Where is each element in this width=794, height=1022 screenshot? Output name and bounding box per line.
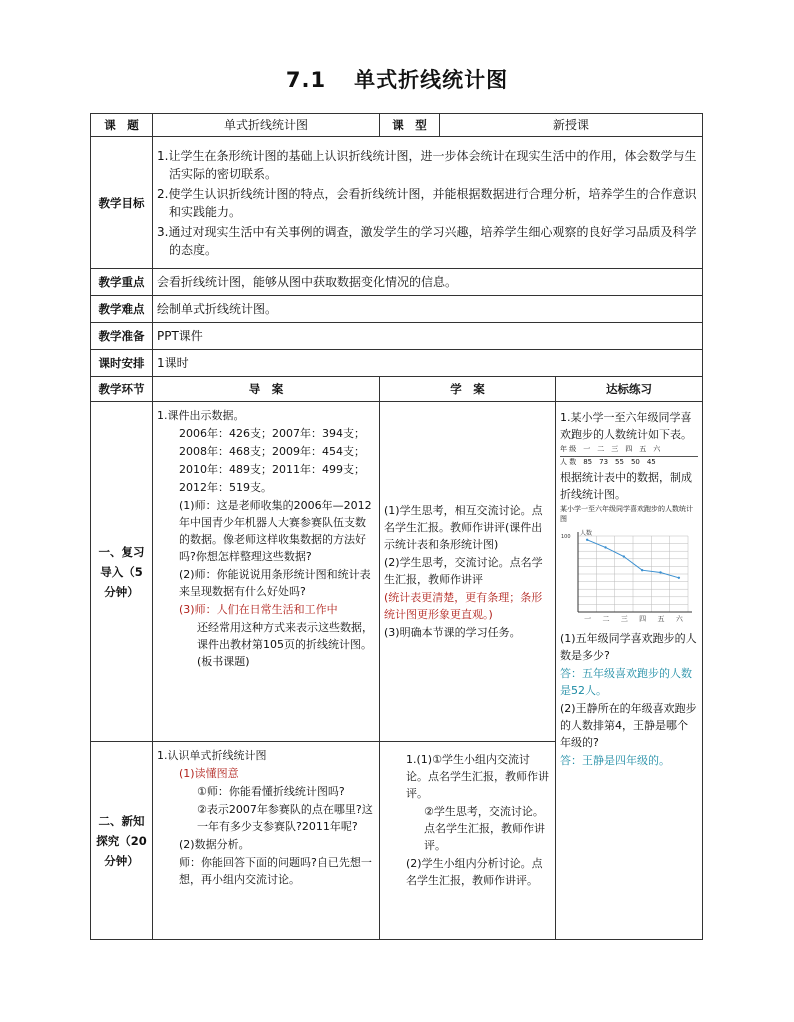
s1-study-3: (3)明确本节课的学习任务。 (384, 626, 521, 639)
label-prep: 教学准备 (91, 323, 153, 350)
y-tick-label: 100 (561, 534, 571, 540)
data-point (641, 569, 643, 571)
practice-sub2: (2)王静所在的年级喜欢跑步的人数排第4，王静是哪个年级的? (560, 702, 697, 749)
stage2-label: 二、新知探究（20分钟） (91, 742, 153, 940)
col-practice: 达标练习 (556, 377, 703, 402)
goal-2: 2.使学生认识折线统计图的特点，会看折线统计图，并能根据数据进行合理分析，培养学生的合作意识和实践能力。 (157, 186, 697, 219)
goals-list (153, 137, 703, 269)
s1-guide-8: 还经常用这种方式来表示这些数据，课件出教材第105页的折线统计图。(板书课题) (197, 621, 373, 668)
practice-table-head: 年 级 一 二 三 四 五 六 (560, 445, 661, 453)
data-point (678, 577, 680, 579)
data-point (623, 555, 625, 557)
s1-guide-7: (3)师：人们在日常生活和工作中 (179, 603, 338, 616)
goal-1: 1.让学生在条形统计图的基础上认识折线统计图，进一步体会统计在现实生活中的作用，体会数学与生活实际的密切联系。 (157, 148, 697, 181)
practice-cell (556, 402, 703, 940)
lesson-plan-table (90, 113, 703, 940)
label-goals: 教学目标 (91, 137, 153, 269)
x-tick-label: 六 (675, 615, 683, 623)
s1-study-1: (2)学生思考，交流讨论。点名学生汇报，教师作讲评 (384, 556, 543, 586)
s2-guide-3: ②表示2007年参赛队的点在哪里?这一年有多少支参赛队?2011年呢? (197, 803, 373, 833)
s2-guide-2: ①师：你能看懂折线统计图吗? (197, 785, 345, 798)
x-tick-label: 一 (584, 615, 592, 623)
stage2-guide (153, 742, 380, 940)
s1-study-2: (统计表更清楚，更有条理；条形统计图更形象更直观。) (384, 591, 543, 621)
label-difficulty: 教学难点 (91, 296, 153, 323)
s1-guide-4: 2012年：519支。 (179, 481, 272, 494)
value-topic: 单式折线统计图 (153, 114, 380, 137)
data-point (659, 571, 661, 573)
practice-line-chart (560, 528, 696, 628)
title-text: 单式折线统计图 (354, 68, 509, 92)
s1-guide-6: (2)师：你能说说用条形统计图和统计表来呈现数据有什么好处吗? (179, 568, 371, 598)
practice-sub1: (1)五年级同学喜欢跑步的人数是多少? (560, 632, 697, 662)
column-header-row (91, 377, 703, 402)
s2-guide-1: (1)读懂图意 (179, 767, 239, 780)
practice-table-row: 人 数 85 73 55 50 45 (560, 456, 698, 468)
value-type: 新授课 (440, 114, 703, 137)
key-row (91, 269, 703, 296)
s1-guide-5: (1)师：这是老师收集的2006年—2012年中国青少年机器人大赛参赛队伍支数的数据。像老师这样收集数据的方法好吗?你想怎样整理这些数据? (179, 499, 372, 563)
stage1-label: 一、复习导入（5分钟） (91, 402, 153, 742)
value-prep: PPT课件 (153, 323, 703, 350)
practice-q1: 1.某小学一至六年级同学喜欢跑步的人数统计如下表。 (560, 411, 692, 441)
s2-study-0: 1.(1)①学生小组内交流讨论。点名学生汇报，教师作讲评。 (406, 753, 549, 800)
label-key: 教学重点 (91, 269, 153, 296)
s1-guide-1: 2006年：426支；2007年：394支； (179, 427, 365, 440)
col-stage: 教学环节 (91, 377, 153, 402)
prep-row (91, 323, 703, 350)
title-number: 7.1 (285, 68, 327, 92)
stage1-row (91, 402, 703, 742)
s1-guide-2: 2008年：468支；2009年：454支； (179, 445, 365, 458)
col-study: 学 案 (380, 377, 556, 402)
schedule-row (91, 350, 703, 377)
value-key: 会看折线统计图，能够从图中获取数据变化情况的信息。 (153, 269, 703, 296)
stage2-study (380, 742, 556, 940)
s2-guide-0: 1.认识单式折线统计图 (157, 749, 267, 762)
s1-guide-3: 2010年：489支；2011年：499支； (179, 463, 365, 476)
practice-q1b: 根据统计表中的数据，制成折线统计图。 (560, 471, 692, 501)
col-guide: 导 案 (153, 377, 380, 402)
value-difficulty: 绘制单式折线统计图。 (153, 296, 703, 323)
label-type: 课 型 (380, 114, 440, 137)
x-tick-label: 五 (657, 615, 665, 623)
practice-answer1: 答：五年级喜欢跑步的人数是52人。 (560, 667, 692, 697)
label-schedule: 课时安排 (91, 350, 153, 377)
x-tick-label: 二 (602, 615, 610, 623)
x-tick-label: 三 (620, 615, 628, 623)
s1-study-0: (1)学生思考，相互交流讨论。点名学生汇报。教师作讲评(课件出示统计表和条形统计图) (384, 504, 543, 551)
s2-study-1: ②学生思考，交流讨论。点名学生汇报，教师作讲评。 (424, 805, 545, 852)
data-point (604, 546, 606, 548)
stage1-study (380, 402, 556, 742)
label-topic: 课 题 (91, 114, 153, 137)
value-schedule: 1课时 (153, 350, 703, 377)
s2-guide-4: (2)数据分析。 (179, 838, 250, 851)
x-tick-label: 四 (639, 615, 647, 623)
goals-row (91, 137, 703, 269)
y-axis-label: 人数 (580, 530, 593, 537)
document-title (0, 64, 794, 94)
data-point (586, 539, 588, 541)
header-row (91, 114, 703, 137)
s1-guide-0: 1.课件出示数据。 (157, 409, 245, 422)
difficulty-row (91, 296, 703, 323)
stage1-guide (153, 402, 380, 742)
s2-guide-5: 师：你能回答下面的问题吗?自已先想一想，再小组内交流讨论。 (179, 856, 372, 886)
s2-study-2: (2)学生小组内分析讨论。点名学生汇报，教师作讲评。 (406, 857, 543, 887)
practice-chart-title: 某小学一至六年级同学喜欢跑步的人数统计图 (560, 505, 693, 523)
goal-3: 3.通过对现实生活中有关事例的调查，激发学生的学习兴趣，培养学生细心观察的良好学习品质及科学的态度。 (157, 224, 697, 257)
practice-answer2: 答：王静是四年级的。 (560, 754, 670, 767)
